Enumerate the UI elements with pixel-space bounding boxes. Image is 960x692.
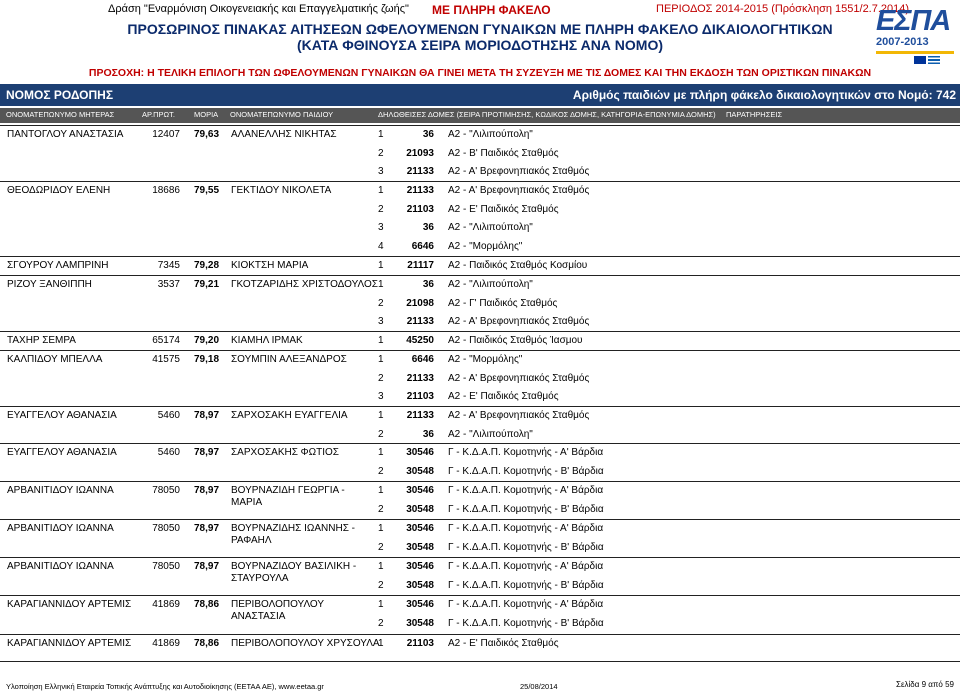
structure-name: Α2 - Α' Βρεφονηπιακός Σταθμός — [448, 185, 590, 196]
program-title: Δράση "Εναρμόνιση Οικογενειακής και Επαγγελματικής ζωής" — [108, 3, 409, 15]
structure-name: Γ - Κ.Δ.Α.Π. Κομοτηνής - Β' Βάρδια — [448, 579, 604, 591]
child-name: ΡΑΦΑΗΛ — [231, 535, 272, 546]
structure-code: 36 — [422, 428, 434, 440]
col-structures: ΔΗΛΩΘΕΙΣΕΣ ΔΟΜΕΣ (ΣΕΙΡΑ ΠΡΟΤΙΜΗΣΗΣ, ΚΩΔΙΚΟΣ ΔΟΜΗΣ, ΚΑΤΗΓΟΡΙΑ-ΕΠΩΝΥΜΙΑ ΔΟΜΗΣ) — [378, 110, 716, 119]
protocol-number: 78050 — [152, 561, 180, 572]
structure-code: 21133 — [406, 166, 434, 178]
page-title: ΠΡΟΣΩΡΙΝΟΣ ΠΙΝΑΚΑΣ ΑΙΤΗΣΕΩΝ ΩΦΕΛΟΥΜΕΝΩΝ ΓΥΝΑΙΚΩΝ ΜΕ ΠΛΗΡΗ ΦΑΚΕΛΟ ΔΙΚΑΙΟΛΟΓΗΤΙΚΩΝ — [127, 21, 833, 37]
preference-order: 1 — [378, 638, 384, 649]
footer-date: 25/08/2014 — [520, 682, 558, 691]
points-value: 79,21 — [194, 279, 220, 290]
preference-order: 1 — [378, 523, 384, 534]
points-value: 79,55 — [194, 185, 220, 196]
preference-order: 2 — [378, 297, 384, 309]
preference-order: 3 — [378, 316, 384, 328]
protocol-number: 78050 — [152, 523, 180, 534]
structure-code: 30548 — [406, 465, 434, 477]
structure-name: Α2 - "Λιλιπούπολη" — [448, 129, 533, 140]
structure-name: Γ - Κ.Δ.Α.Π. Κομοτηνής - Α' Βάρδια — [448, 447, 604, 458]
preference-order: 2 — [378, 147, 384, 159]
child-name: ΠΕΡΙΒΟΛΟΠΟΥΛΟΥ ΧΡΥΣΟΥΛΑ — [231, 638, 380, 649]
structure-name: Α2 - Α' Βρεφονηπιακός Σταθμός — [448, 410, 590, 421]
preference-order: 2 — [378, 579, 384, 591]
child-name: ΒΟΥΡΝΑΖΙΔΗΣ ΙΩΑΝΝΗΣ - — [231, 523, 355, 534]
child-name: ΜΑΡΙΑ — [231, 497, 263, 508]
mother-name: ΤΑΧΗΡ ΣΕΜΡΑ — [7, 335, 76, 346]
preference-order: 1 — [378, 185, 384, 196]
structure-name: Α2 - Γ' Παιδικός Σταθμός — [448, 297, 558, 309]
protocol-number: 41869 — [152, 599, 180, 610]
points-value: 79,18 — [194, 354, 220, 365]
region-name: ΝΟΜΟΣ ΡΟΔΟΠΗΣ — [6, 88, 114, 102]
table-header — [0, 108, 960, 123]
structure-code: 21133 — [406, 372, 434, 384]
row-separator — [0, 331, 960, 332]
preference-order: 2 — [378, 541, 384, 553]
period-label: ΠΕΡΙΟΔΟΣ 2014-2015 (Πρόσκληση 1551/2.7.2014) — [656, 3, 910, 15]
structure-code: 30548 — [406, 579, 434, 591]
structure-code: 30548 — [406, 503, 434, 515]
protocol-number: 78050 — [152, 485, 180, 496]
col-remarks: ΠΑΡΑΤΗΡΗΣΕΙΣ — [726, 110, 783, 119]
structure-name: Α2 - "Λιλιπούπολη" — [448, 222, 533, 234]
mother-name: ΚΑΛΠΙΔΟΥ ΜΠΕΛΛΑ — [7, 354, 103, 365]
structure-name: Α2 - "Λιλιπούπολη" — [448, 279, 533, 290]
mother-name: ΣΓΟΥΡΟΥ ΛΑΜΠΡΙΝΗ — [7, 260, 109, 271]
eu-flag-icon — [914, 56, 926, 64]
preference-order: 1 — [378, 485, 384, 496]
structure-code: 30548 — [406, 617, 434, 629]
structure-code: 36 — [422, 279, 434, 290]
structure-code: 30546 — [406, 561, 434, 572]
preference-order: 3 — [378, 166, 384, 178]
child-name: ΠΕΡΙΒΟΛΟΠΟΥΛΟΥ — [231, 599, 325, 610]
points-value: 78,86 — [194, 599, 220, 610]
preference-order: 1 — [378, 410, 384, 421]
structure-name: Γ - Κ.Δ.Α.Π. Κομοτηνής - Β' Βάρδια — [448, 617, 604, 629]
structure-name: Α2 - Παιδικός Σταθμός Κοσμίου — [448, 260, 588, 271]
protocol-number: 18686 — [152, 185, 180, 196]
protocol-number: 41869 — [152, 638, 180, 649]
points-value: 79,63 — [194, 129, 220, 140]
preference-order: 2 — [378, 617, 384, 629]
file-status: ΜΕ ΠΛΗΡΗ ΦΑΚΕΛΟ — [432, 3, 551, 17]
col-points: ΜΟΡΙΑ — [194, 110, 219, 119]
structure-name: Α2 - Ε' Παιδικός Σταθμός — [448, 203, 559, 215]
structure-code: 21093 — [406, 147, 434, 159]
preference-order: 2 — [378, 428, 384, 440]
row-separator — [0, 557, 960, 558]
preference-order: 2 — [378, 372, 384, 384]
structure-code: 45250 — [406, 335, 434, 346]
child-name: ΚΙΟΚΤΣΗ ΜΑΡΙΑ — [231, 260, 309, 271]
col-protocol: ΑΡ.ΠΡΩΤ. — [142, 110, 175, 119]
row-separator — [0, 634, 960, 635]
points-value: 78,97 — [194, 561, 220, 572]
preference-order: 1 — [378, 354, 384, 365]
structure-name: Α2 - "Μορμόλης" — [448, 241, 523, 253]
espa-logo: ΕΣΠΑ 2007-2013 — [876, 5, 956, 67]
row-separator — [0, 519, 960, 520]
structure-code: 30546 — [406, 447, 434, 458]
structure-code: 6646 — [411, 354, 434, 365]
mother-name: ΕΥΑΓΓΕΛΟΥ ΑΘΑΝΑΣΙΑ — [7, 410, 117, 421]
structure-code: 21103 — [406, 638, 434, 649]
mother-name: ΘΕΟΔΩΡΙΔΟΥ ΕΛΕΝΗ — [7, 185, 111, 196]
structure-code: 21133 — [406, 185, 434, 196]
points-value: 79,20 — [194, 335, 220, 346]
page-subtitle: (ΚΑΤΑ ΦΘΙΝΟΥΣΑ ΣΕΙΡΑ ΜΟΡΙΟΔΟΤΗΣΗΣ ΑΝΑ ΝΟΜΟ) — [296, 37, 664, 53]
structure-code: 36 — [422, 222, 434, 234]
structure-name: Γ - Κ.Δ.Α.Π. Κομοτηνής - Β' Βάρδια — [448, 541, 604, 553]
child-name: ΑΝΑΣΤΑΣΙΑ — [231, 611, 286, 622]
structure-name: Α2 - Α' Βρεφονηπιακός Σταθμός — [448, 166, 590, 178]
structure-code: 21103 — [406, 203, 434, 215]
points-value: 79,28 — [194, 260, 220, 271]
structure-name: Α2 - "Μορμόλης" — [448, 354, 523, 365]
row-separator — [0, 595, 960, 596]
structure-name: Γ - Κ.Δ.Α.Π. Κομοτηνής - Α' Βάρδια — [448, 561, 604, 572]
child-name: ΓΚΟΤΖΑΡΙΔΗΣ ΧΡΙΣΤΟΔΟΥΛΟΣ — [231, 279, 378, 290]
preference-order: 4 — [378, 241, 384, 253]
child-name: ΣΤΑΥΡΟΥΛΑ — [231, 573, 289, 584]
preference-order: 1 — [378, 279, 384, 290]
points-value: 78,86 — [194, 638, 220, 649]
page-number: Σελίδα 9 από 59 — [896, 680, 954, 689]
protocol-number: 12407 — [152, 129, 180, 140]
region-count: Αριθμός παιδιών με πλήρη φάκελο δικαιολογητικών στο Νομό: 742 — [572, 88, 956, 102]
mother-name: ΚΑΡΑΓΙΑΝΝΙΔΟΥ ΑΡΤΕΜΙΣ — [7, 638, 132, 649]
points-value: 78,97 — [194, 447, 220, 458]
preference-order: 1 — [378, 335, 384, 346]
warning-notice: ΠΡΟΣΟΧΗ: Η ΤΕΛΙΚΗ ΕΠΙΛΟΓΗ ΤΩΝ ΩΦΕΛΟΥΜΕΝΩΝ ΓΥΝΑΙΚΩΝ ΘΑ ΓΙΝΕΙ ΜΕΤΑ ΤΗ ΣΥΖΕΥΞΗ ΜΕ ΤΙΣ ΔΟΜΕΣ ΚΑΙ ΤΗΝ ΕΚΔΟΣΗ ΤΩΝ ΟΡΙΣΤΙΚΩΝ ΠΙΝΑΚΩΝ — [88, 67, 872, 79]
preference-order: 1 — [378, 599, 384, 610]
row-separator — [0, 406, 960, 407]
structure-code: 21117 — [407, 260, 434, 271]
structure-name: Α2 - Ε' Παιδικός Σταθμός — [448, 391, 559, 403]
structure-code: 30548 — [406, 541, 434, 553]
preference-order: 2 — [378, 465, 384, 477]
protocol-number: 5460 — [157, 410, 180, 421]
structure-name: Α2 - Ε' Παιδικός Σταθμός — [448, 638, 559, 649]
preference-order: 1 — [378, 129, 384, 140]
mother-name: ΠΑΝΤΟΓΛΟΥ ΑΝΑΣΤΑΣΙΑ — [7, 129, 124, 140]
structure-name: Α2 - "Λιλιπούπολη" — [448, 428, 533, 440]
structure-code: 21133 — [406, 410, 434, 421]
structure-name: Α2 - Α' Βρεφονηπιακός Σταθμός — [448, 372, 590, 384]
structure-code: 30546 — [406, 523, 434, 534]
preference-order: 1 — [378, 561, 384, 572]
points-value: 78,97 — [194, 485, 220, 496]
row-separator — [0, 275, 960, 276]
preference-order: 3 — [378, 222, 384, 234]
protocol-number: 7345 — [157, 260, 180, 271]
structure-name: Γ - Κ.Δ.Α.Π. Κομοτηνής - Α' Βάρδια — [448, 523, 604, 534]
structure-name: Α2 - Παιδικός Σταθμός Ίασμου — [448, 335, 583, 346]
row-separator — [0, 443, 960, 444]
child-name: ΣΟΥΜΠΙΝ ΑΛΕΞΑΝΔΡΟΣ — [231, 354, 347, 365]
structure-code: 30546 — [406, 599, 434, 610]
mother-name: ΕΥΑΓΓΕΛΟΥ ΑΘΑΝΑΣΙΑ — [7, 447, 117, 458]
preference-order: 2 — [378, 203, 384, 215]
row-separator — [0, 350, 960, 351]
child-name: ΒΟΥΡΝΑΖΙΔΗ ΓΕΩΡΓΙΑ - — [231, 485, 345, 496]
footer-credit: Υλοποίηση Ελληνική Εταιρεία Τοπικής Ανάπτυξης και Αυτοδιοίκησης (ΕΕΤΑΑ ΑΕ), www.eetaa.gr — [6, 682, 324, 691]
structure-code: 21098 — [406, 297, 434, 309]
row-separator — [0, 256, 960, 257]
points-value: 78,97 — [194, 523, 220, 534]
mother-name: ΑΡΒΑΝΙΤΙΔΟΥ ΙΩΑΝΝΑ — [7, 523, 114, 534]
row-separator — [0, 481, 960, 482]
structure-name: Α2 - Α' Βρεφονηπιακός Σταθμός — [448, 316, 590, 328]
child-name: ΣΑΡΧΟΣΑΚΗΣ ΦΩΤΙΟΣ — [231, 447, 339, 458]
structure-code: 21103 — [406, 391, 434, 403]
row-separator — [0, 125, 960, 126]
preference-order: 2 — [378, 503, 384, 515]
protocol-number: 65174 — [152, 335, 180, 346]
child-name: ΣΑΡΧΟΣΑΚΗ ΕΥΑΓΓΕΛΙΑ — [231, 410, 348, 421]
mother-name: ΡΙΖΟΥ ΞΑΝΘΙΠΠΗ — [7, 279, 92, 290]
child-name: ΓΕΚΤΙΔΟΥ ΝΙΚΟΛΕΤΑ — [231, 185, 332, 196]
col-mother: ΟΝΟΜΑΤΕΠΩΝΥΜΟ ΜΗΤΕΡΑΣ — [6, 110, 115, 119]
preference-order: 1 — [378, 260, 384, 271]
structure-code: 21133 — [406, 316, 434, 328]
child-name: ΒΟΥΡΝΑΖΙΔΟΥ ΒΑΣΙΛΙΚΗ - — [231, 561, 357, 572]
structure-name: Α2 - Β' Παιδικός Σταθμός — [448, 147, 559, 159]
preference-order: 1 — [378, 447, 384, 458]
preference-order: 3 — [378, 391, 384, 403]
mother-name: ΑΡΒΑΝΙΤΙΔΟΥ ΙΩΑΝΝΑ — [7, 485, 114, 496]
greek-flag-icon — [928, 56, 940, 64]
protocol-number: 41575 — [152, 354, 180, 365]
structure-code: 30546 — [406, 485, 434, 496]
region-bar — [0, 84, 960, 106]
protocol-number: 3537 — [157, 279, 180, 290]
col-child: ΟΝΟΜΑΤΕΠΩΝΥΜΟ ΠΑΙΔΙΟΥ — [230, 110, 334, 119]
structure-name: Γ - Κ.Δ.Α.Π. Κομοτηνής - Β' Βάρδια — [448, 503, 604, 515]
structure-code: 6646 — [411, 241, 434, 253]
child-name: ΚΙΑΜΗΛ ΙΡΜΑΚ — [231, 335, 303, 346]
structure-name: Γ - Κ.Δ.Α.Π. Κομοτηνής - Α' Βάρδια — [448, 485, 604, 496]
structure-name: Γ - Κ.Δ.Α.Π. Κομοτηνής - Α' Βάρδια — [448, 599, 604, 610]
row-separator — [0, 181, 960, 182]
structure-name: Γ - Κ.Δ.Α.Π. Κομοτηνής - Β' Βάρδια — [448, 465, 604, 477]
mother-name: ΑΡΒΑΝΙΤΙΔΟΥ ΙΩΑΝΝΑ — [7, 561, 114, 572]
structure-code: 36 — [422, 129, 434, 140]
protocol-number: 5460 — [157, 447, 180, 458]
mother-name: ΚΑΡΑΓΙΑΝΝΙΔΟΥ ΑΡΤΕΜΙΣ — [7, 599, 132, 610]
child-name: ΑΛΑΝΕΛΛΗΣ ΝΙΚΗΤΑΣ — [231, 129, 337, 140]
points-value: 78,97 — [194, 410, 220, 421]
row-separator — [0, 661, 960, 662]
